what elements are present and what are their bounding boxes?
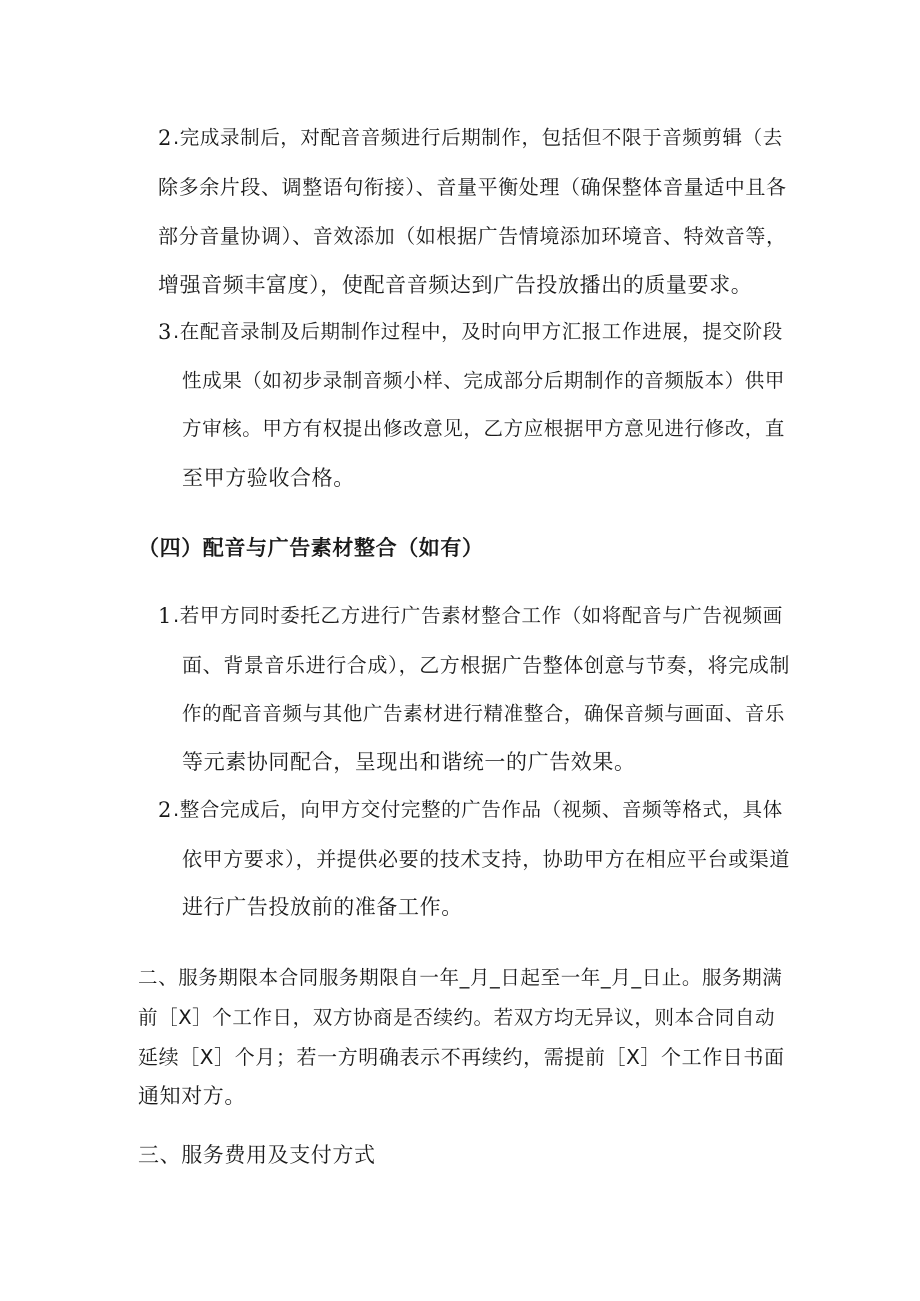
- item-number: 2: [158, 126, 172, 150]
- paragraph-line: 二、服务期限本合同服务期限自一年_月_日起至一年_月_日止。服务期满: [138, 966, 783, 989]
- section-heading: （四）配音与广告素材整合（如有）: [138, 536, 484, 560]
- item-number: 2: [158, 798, 172, 822]
- item-text-line: .在配音录制及后期制作过程中，及时向甲方汇报工作进展，提交阶段: [173, 320, 783, 343]
- item-text-line: 性成果（如初步录制音频小样、完成部分后期制作的音频版本）供甲: [182, 369, 786, 392]
- section-heading: 三、服务费用及支付方式: [138, 1143, 376, 1167]
- item-text-line: .完成录制后，对配音音频进行后期制作，包括但不限于音频剪辑（去: [173, 126, 783, 149]
- item-number: 1: [158, 604, 172, 628]
- item-text-line: 作的配音音频与其他广告素材进行精准整合，确保音频与画面、音乐: [182, 702, 786, 725]
- item-number: 3: [158, 320, 172, 344]
- paragraph-line: 通知对方。: [138, 1084, 246, 1108]
- item-text-line: 除多余片段、调整语句衔接）、音量平衡处理（确保整体音量适中且各: [158, 175, 787, 199]
- item-text-line: 方审核。甲方有权提出修改意见，乙方应根据甲方意见进行修改，直: [182, 417, 786, 440]
- item-text-line: 依甲方要求），并提供必要的技术支持，协助甲方在相应平台或渠道: [182, 847, 790, 871]
- item-text-line: 增强音频丰富度），使配音音频达到广告投放播出的质量要求。: [158, 273, 753, 297]
- item-text-line: .整合完成后，向甲方交付完整的广告作品（视频、音频等格式，具体: [173, 798, 783, 821]
- item-text-line: 面、背景音乐进行合成），乙方根据广告整体创意与节奏，将完成制: [182, 653, 790, 677]
- paragraph-line: 前［X］个工作日，双方协商是否续约。若双方均无异议，则本合同自动: [138, 1006, 776, 1029]
- item-text-line: .若甲方同时委托乙方进行广告素材整合工作（如将配音与广告视频画: [173, 604, 783, 627]
- item-text-line: 至甲方验收合格。: [182, 466, 355, 490]
- item-text-line: 部分音量协调）、音效添加（如根据广告情境添加环境音、特效音等，: [158, 224, 787, 248]
- item-text-line: 等元素协同配合，呈现出和谐统一的广告效果。: [182, 750, 636, 774]
- item-text-line: 进行广告投放前的准备工作。: [182, 895, 463, 919]
- paragraph-line: 延续［X］个月；若一方明确表示不再续约，需提前［X］个工作日书面: [138, 1045, 785, 1069]
